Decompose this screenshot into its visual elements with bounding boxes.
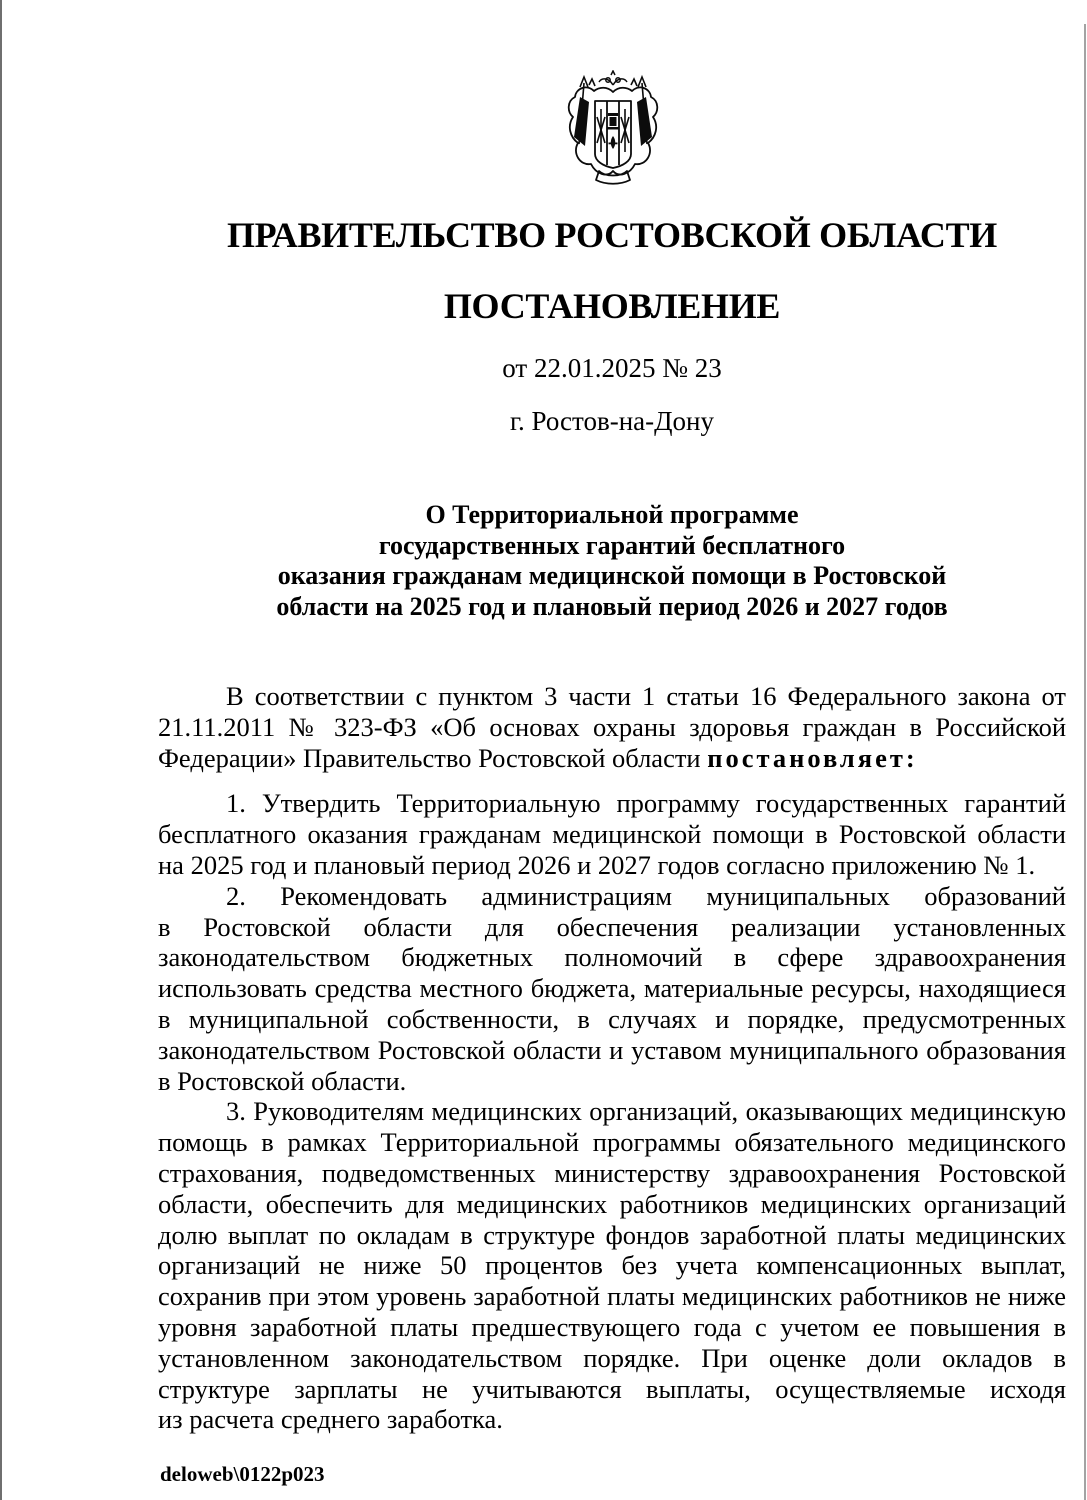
rostov-coat-of-arms-icon — [556, 70, 670, 190]
document-title-line-2: государственных гарантий бесплатного — [378, 530, 846, 560]
intro-text: В соответствии с пунктом 3 части 1 статьи 16 Федерального закона от 21.11.2011 № 323-ФЗ «Об основах охраны здоровья граждан в Российской Федерации» Правительство Ростовской области — [158, 681, 1066, 773]
scan-edge-left — [0, 0, 2, 1500]
document-registry-code: deloweb\0122p023 — [160, 1462, 325, 1486]
resolution-item-3: 3. Руководителям медицинских организаций, оказывающих медицинскую помощь в рамках Территориальной программы обязательного медицинского страхования, подведомственных министерству здравоохранения Ростовской области, обеспечить для медицинских работников медицинских организаций долю выплат по окладам в структуре фондов заработной платы медицинских организаций не ниже 50 процентов без учета компенсационных выплат, сохранив при этом уровень заработной платы медицинских работников не ниже уровня заработной платы предшествующего года с учетом ее повышения в установленном законодательством порядке. При оценке доли окладов в структуре зарплаты не учитываются выплаты, осуществляемые исходя из расчета среднего заработка. — [158, 1096, 1066, 1435]
document-body — [158, 681, 1066, 1435]
document-type-heading: ПОСТАНОВЛЕНИЕ — [443, 286, 781, 326]
date-and-number-line: от 22.01.2025 № 23 — [502, 353, 722, 383]
document-title-line-4: области на 2025 год и плановый период 2026 и 2027 годов — [276, 591, 948, 621]
intro-emphasis: постановляет: — [707, 742, 918, 773]
resolution-item-2: 2. Рекомендовать администрациям муниципальных образований в Ростовской области для обеспечения реализации установленных законодательством бюджетных полномочий в сфере здравоохранения использовать средства местного бюджета, материальные ресурсы, находящиеся в муниципальной собственности, в случаях и порядке, предусмотренных законодательством Ростовской области и уставом муниципального образования в Ростовской области. — [158, 880, 1066, 1096]
document-title — [158, 500, 1066, 622]
government-name-heading: ПРАВИТЕЛЬСТВО РОСТОВСКОЙ ОБЛАСТИ — [226, 215, 998, 255]
document-title-line-3: оказания гражданам медицинской помощи в Ростовской — [277, 561, 947, 590]
scan-edge-right — [1084, 24, 1086, 1500]
city-line: г. Ростов-на-Дону — [509, 406, 714, 436]
document-title-line-1: О Территориальной программе — [425, 500, 799, 529]
intro-paragraph — [158, 681, 1066, 773]
resolution-item-1: 1. Утвердить Территориальную программу государственных гарантий бесплатного оказания гражданам медицинской помощи в Ростовской области на 2025 год и плановый период 2026 и 2027 годов согласно приложению № 1. — [158, 788, 1066, 880]
